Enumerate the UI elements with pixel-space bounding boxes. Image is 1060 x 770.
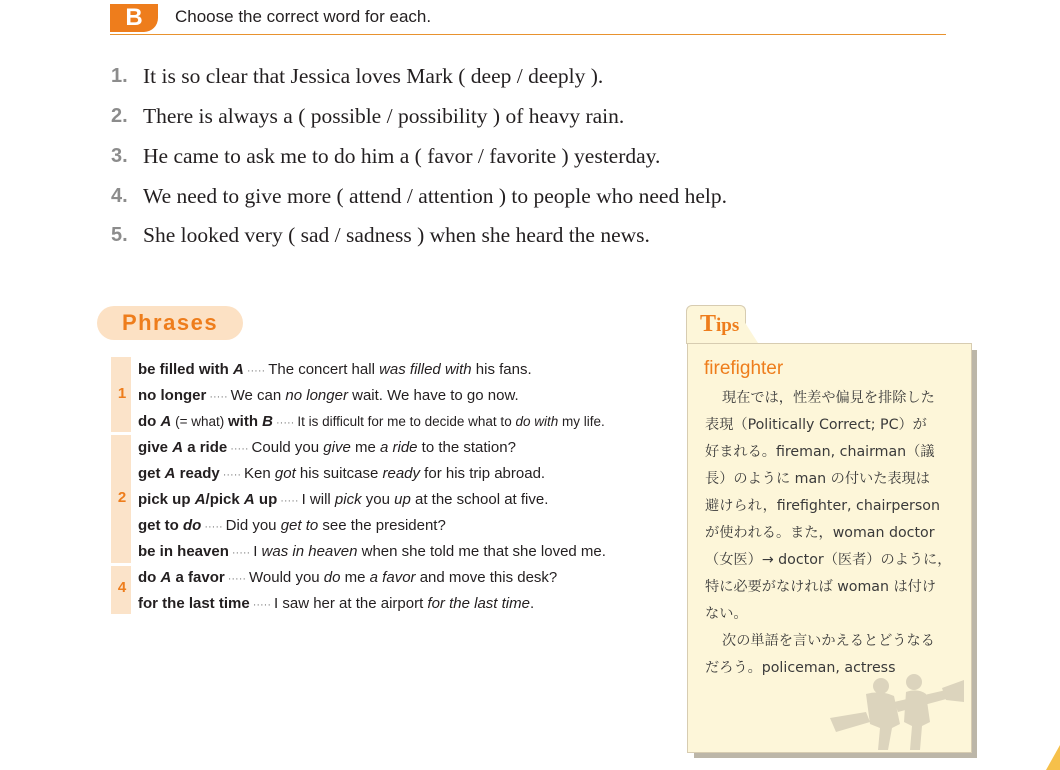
tips-text-line: ない。	[705, 606, 748, 622]
question-number: 2.	[111, 105, 128, 128]
section-badge: B	[110, 4, 158, 32]
tips-text-line: が使われる。また，woman doctor	[705, 525, 935, 541]
question-text: There is always a ( possible / possibility ) of heavy rain.	[143, 104, 625, 129]
leader-dots: ·····	[280, 495, 299, 507]
leader-dots: ·····	[276, 417, 295, 429]
question-list	[111, 57, 727, 256]
question-item	[111, 97, 727, 137]
phrase-group-number: 2	[117, 489, 127, 506]
phrase-row	[138, 515, 446, 537]
leader-dots: ·····	[246, 365, 266, 377]
tips-label: Tips	[700, 311, 740, 337]
leader-dots: ·····	[204, 521, 223, 533]
phrase-term: be in heaven	[138, 543, 229, 560]
phrase-row	[138, 359, 532, 381]
phrase-term: get A ready	[138, 465, 220, 482]
question-text: We need to give more ( attend / attention ) to people who need help.	[143, 183, 727, 208]
phrase-example: Did you get to see the president?	[225, 517, 446, 534]
section-b-header	[110, 4, 946, 35]
phrase-row	[138, 541, 606, 563]
question-item	[111, 57, 727, 97]
phrase-term: get to do	[138, 517, 202, 534]
tips-text-line: 好まれる。fireman, chairman（議	[705, 444, 935, 460]
question-item	[111, 216, 727, 256]
tips-text-line: 現在では，性差や偏見を排除した	[722, 390, 935, 406]
tips-text-line: 表現（Politically Correct; PC）が	[705, 417, 927, 433]
question-number: 1.	[111, 65, 128, 88]
phrase-example: Would you do me a favor and move this desk?	[249, 569, 558, 586]
leader-dots: ·····	[209, 391, 228, 403]
tips-tab-point	[742, 318, 758, 343]
leader-dots: ·····	[222, 469, 242, 481]
phrase-row	[138, 567, 557, 589]
phrase-group-number: 4	[117, 579, 127, 596]
phrase-row	[138, 593, 534, 615]
phrase-example: I will pick you up at the school at five.	[301, 491, 549, 508]
tips-text-line: （女医）→ doctor（医者）のように，	[705, 552, 952, 568]
tips-text-line: だろう。policeman, actress	[705, 660, 896, 676]
phrase-example: It is difficult for me to decide what to do with my life.	[297, 414, 605, 429]
tips-word: firefighter	[704, 358, 784, 379]
question-text: He came to ask me to do him a ( favor / favorite ) yesterday.	[143, 143, 661, 168]
phrase-row	[138, 437, 516, 459]
phrase-row	[138, 463, 545, 485]
tips-text-line: 長）のように man の付いた表現は	[705, 471, 930, 487]
tips-text-line: 特に必要がなければ woman は付け	[705, 579, 937, 595]
leader-dots: ·····	[227, 573, 247, 585]
phrase-example: Could you give me a ride to the station?	[251, 439, 516, 456]
phrase-row	[138, 489, 548, 511]
question-number: 4.	[111, 184, 128, 207]
leader-dots: ·····	[231, 547, 251, 559]
phrase-term: do A (= what) with B	[138, 413, 274, 430]
question-number: 5.	[111, 224, 128, 247]
tips-text-line: 避けられ，firefighter, chairperson	[705, 498, 940, 514]
question-text: She looked very ( sad / sadness ) when she heard the news.	[143, 223, 650, 248]
phrase-term: be filled with A	[138, 361, 244, 378]
phrase-row	[138, 385, 519, 407]
section-title: Choose the correct word for each.	[175, 7, 432, 26]
leader-dots: ·····	[230, 443, 249, 455]
phrase-example: Ken got his suitcase ready for his trip abroad.	[244, 465, 546, 482]
phrase-group-number: 1	[117, 385, 127, 402]
question-item	[111, 176, 727, 216]
question-text: It is so clear that Jessica loves Mark ( deep / deeply ).	[143, 64, 604, 89]
phrase-example: We can no longer wait. We have to go now.	[230, 387, 519, 404]
phrase-term: give A a ride	[138, 439, 228, 456]
phrase-example: I was in heaven when she told me that she loved me.	[253, 543, 606, 560]
question-number: 3.	[111, 144, 128, 167]
phrase-term: do A a favor	[138, 569, 225, 586]
phrase-term: no longer	[138, 387, 207, 404]
tips-text-line: 次の単語を言いかえるとどうなる	[722, 633, 935, 649]
phrase-example: I saw her at the airport for the last time.	[274, 595, 535, 612]
phrase-term: pick up A/pick A up	[138, 491, 278, 508]
phrase-example: The concert hall was filled with his fans.	[268, 361, 532, 378]
leader-dots: ·····	[252, 599, 272, 611]
firefighter-illustration	[826, 672, 966, 752]
phrase-term: for the last time	[138, 595, 250, 612]
question-item	[111, 137, 727, 177]
phrases-title: Phrases	[97, 306, 243, 340]
phrase-row	[138, 411, 605, 433]
page-edge-decoration	[1042, 745, 1060, 770]
